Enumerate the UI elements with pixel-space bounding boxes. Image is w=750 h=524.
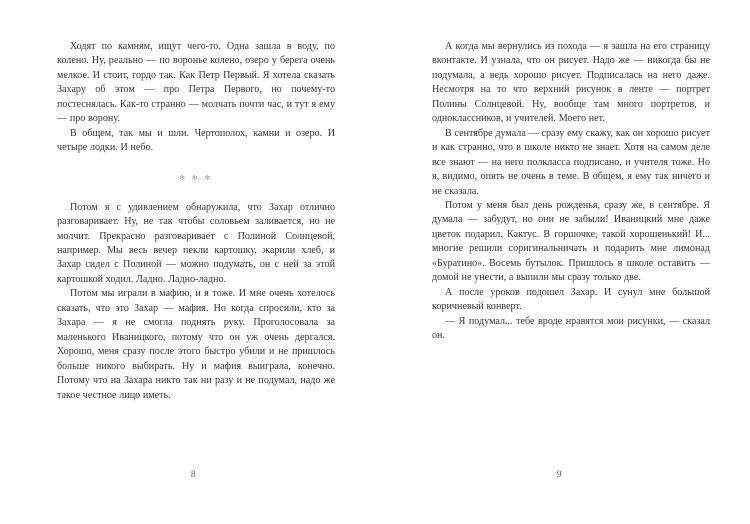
- page-number-right: 9: [556, 470, 563, 480]
- paragraph: В сентябре думала — сразу ему скажу, как он хорошо рисует и как странно, что в школе никто не знает. Хотя на самом деле все знают — на него полкласса подписано, и учителя тоже. Но я, видимо, опять не очень в теме. В общем, я ему так ничего и не сказала.: [432, 127, 710, 197]
- paragraph: Потом у меня был день рожденья, сразу же, в сентябре. Я думала — забудут, но они не забыли! Иваницкий мне даже цветок подарил. Кактус. В горшочке, такой хорошенький! И... многие решили соригинальничать и подарить мне лимонад «Буратино». Восемь бутылок. Пришлось в школе оставить — домой не унести, а выпили мы сразу только две.: [432, 199, 710, 284]
- paragraph: Ходят по камням, ищут чего-то. Одна зашла в воду, по колено. Ну, реально — по воронье колено, озеро у берега очень мелкое. И стоит, гордо так. Как Петр Первый. Я хотела сказать Захару об этом — про Петра Первого, но почему-то постеснялась. Как-то странно — молчать почти час, и тут я ему — про ворону.: [57, 41, 335, 125]
- left-page-text-block: [57, 40, 335, 403]
- paragraph: — Я подумал... тебе вроде нравятся мои рисунки, — сказал он.: [432, 315, 710, 342]
- paragraph: В общем, так мы и шли. Чертополох, камни и озеро. И четыре лодки. И небо.: [57, 127, 335, 154]
- paragraph: А когда мы вернулись из похода — я зашла на его страницу вконтакте. И узнала, что он рисует. Надо же — никогда бы не подумала, а ведь хорошо рисует. Подписалась на него даже. Несмотря на то что верхний рисунок в ленте — портрет Полины Солнцевой. Ну, вообще там много портретов, и одноклассников, и учителей. Моего нет.: [432, 41, 710, 125]
- page-number-left: 8: [190, 470, 197, 480]
- paragraph: Потом мы играли в мафию, и я тоже. И мне очень хотелось сказать, что это Захар — мафия. Но когда спросили, кто за Захара — я не смогла поднять руку. Проголосовала за маленького Иваницкого, потому что он уж очень дергался. Хорошо, меня сразу после этого быстро убили и не пришлось больше никого выбирать. Ну и мафия выиграла, конечно. Потому что на Захара никто так ни разу и не подумал, надо же такое честное лицо иметь.: [57, 288, 335, 401]
- section-ornament: ✻ ✻ ✻: [179, 173, 213, 182]
- right-page-text-block: [432, 40, 710, 344]
- page-right: [375, 0, 750, 524]
- paragraph: А после уроков подошел Захар. И сунул мне большой коричневый конверт.: [432, 286, 710, 313]
- paragraph: Потом я с удивлением обнаружила, что Захар отлично разговаривает. Ну, не так чтобы соловьем заливается, но не молчит. Прекрасно разговаривает с Полиной Солнцевой, например. Мы весь вечер пекли картошку, жарили хлеб, и Захар сидел с Полиной — можно подумать, он с ней за этой картошкой ходил. Ладно. Ладно-ладно.: [57, 201, 335, 285]
